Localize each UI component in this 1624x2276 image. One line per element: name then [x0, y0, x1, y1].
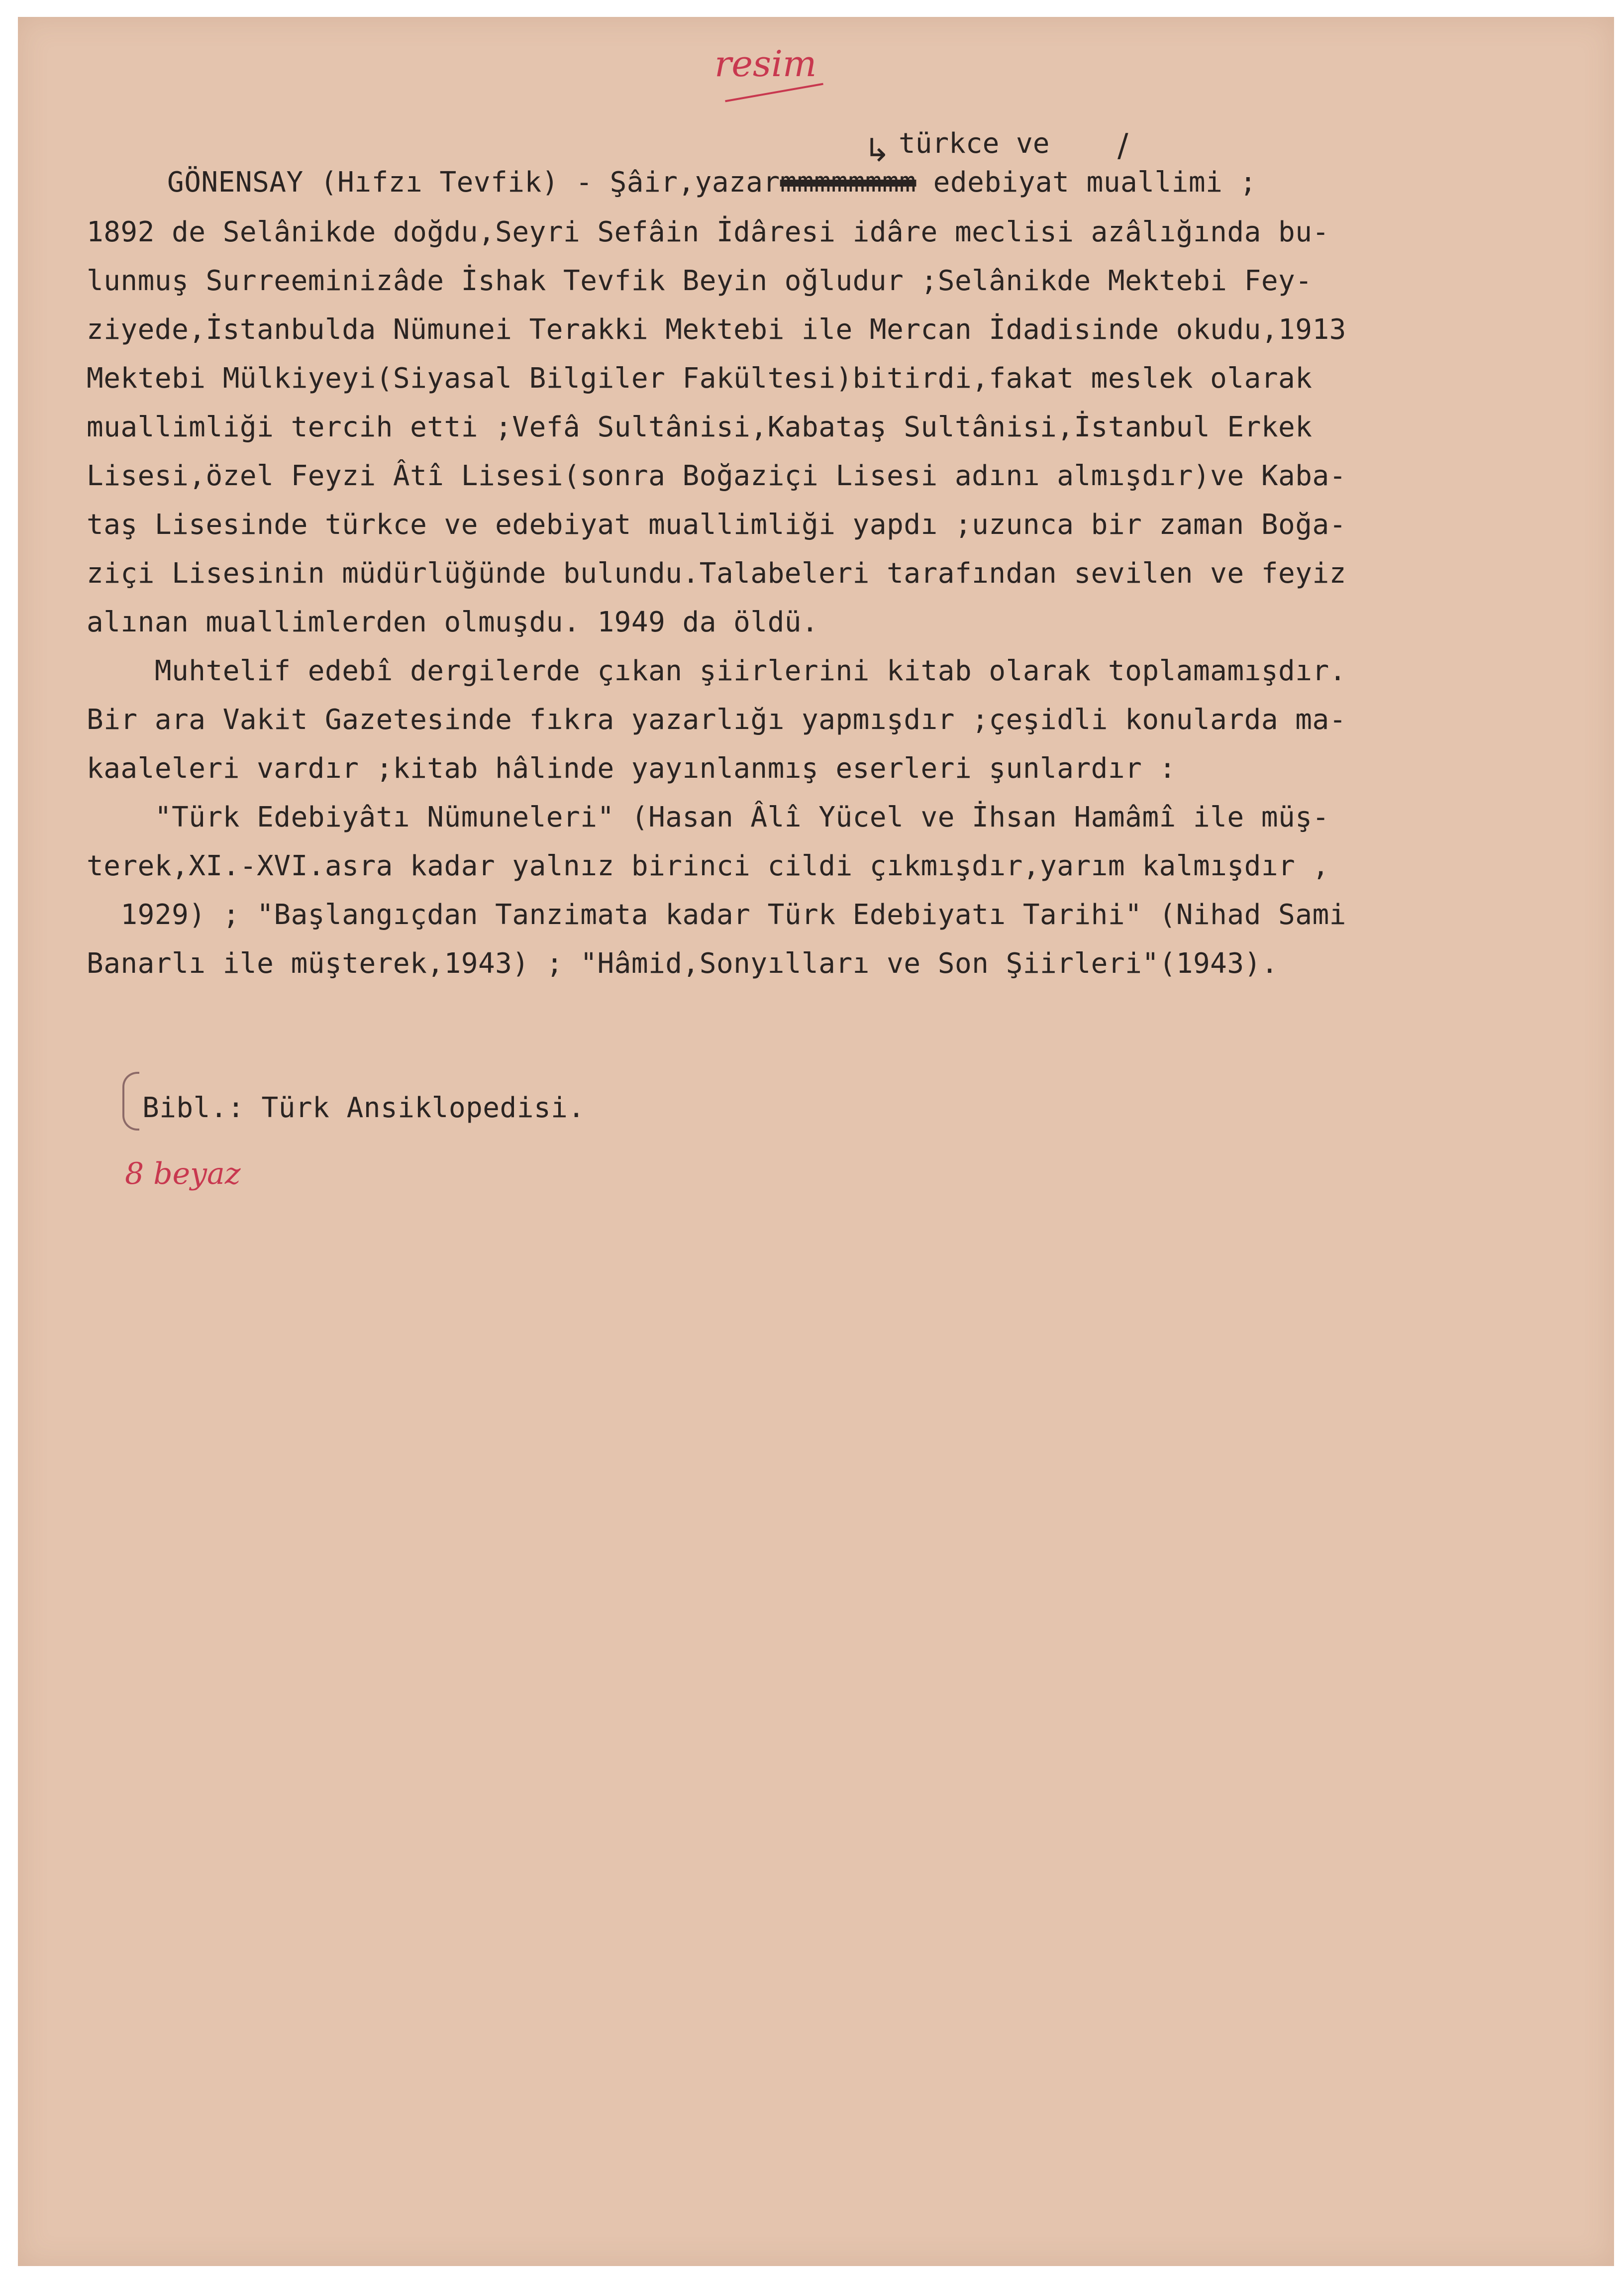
article-line-1 — [167, 166, 1257, 199]
struck-word: mmmmmmmm — [780, 166, 916, 199]
bibliography-bracket — [122, 1072, 139, 1131]
insertion-caret: ↳ — [864, 132, 891, 169]
article-line: Banarlı ile müşterek,1943) ; "Hâmid,Sonyılları ve Son Şiirleri"(1943). — [87, 947, 1279, 980]
article-line-1-tail: edebiyat muallimi ; — [933, 166, 1257, 199]
article-line: Mektebi Mülkiyeyi(Siyasal Bilgiler Fakültesi)bitirdi,fakat meslek olarak — [87, 362, 1313, 395]
article-line: taş Lisesinde türkce ve edebiyat muallimliği yapdı ;uzunca bir zaman Boğa- — [87, 509, 1346, 541]
article-line: kaaleleri vardır ;kitab hâlinde yayınlanmış eserleri şunlardır : — [87, 752, 1176, 785]
article-line: ziçi Lisesinin müdürlüğünde bulundu.Talabeleri tarafından sevilen ve feyiz — [87, 557, 1346, 590]
article-line: alınan muallimlerden olmuşdu. 1949 da öldü. — [87, 606, 819, 638]
paper-sheet — [18, 17, 1614, 2266]
article-line: "Türk Edebiyâtı Nümuneleri" (Hasan Âlî Yücel ve İhsan Hamâmî ile müş- — [87, 801, 1329, 833]
handwritten-note-top: resim — [714, 43, 817, 85]
article-line: terek,XI.-XVI.asra kadar yalnız birinci cildi çıkmışdır,yarım kalmışdır , — [87, 850, 1329, 882]
article-line: 1929) ; "Başlangıçdan Tanzimata kadar Türk Edebiyatı Tarihi" (Nihad Sami — [87, 899, 1346, 931]
insertion-slash: / — [1117, 127, 1128, 164]
typed-article — [18, 17, 1614, 2266]
article-line: lunmuş Surreeminizâde İshak Tevfik Beyin oğludur ;Selânikde Mektebi Fey- — [87, 265, 1313, 297]
article-line: muallimliği tercih etti ;Vefâ Sultânisi,Kabataş Sultânisi,İstanbul Erkek — [87, 411, 1313, 443]
article-heading: GÖNENSAY (Hıfzı Tevfik) - Şâir,yazar — [167, 166, 780, 199]
article-line: Lisesi,özel Feyzi Âtî Lisesi(sonra Boğaziçi Lisesi adını almışdır)ve Kaba- — [87, 460, 1346, 492]
article-line: Bir ara Vakit Gazetesinde fıkra yazarlığı yapmışdır ;çeşidli konularda ma- — [87, 704, 1346, 736]
bibliography: Bibl.: Türk Ansiklopedisi. — [142, 1092, 585, 1124]
article-line: Muhtelif edebî dergilerde çıkan şiirlerini kitab olarak toplamamışdır. — [87, 655, 1346, 687]
handwritten-note-bottom: 8 beyaz — [125, 1156, 241, 1191]
handwritten-insertion: türkce ve — [899, 127, 1050, 160]
article-line: 1892 de Selânikde doğdu,Seyri Sefâin İdâresi idâre meclisi azâlığında bu- — [87, 216, 1329, 248]
article-line: ziyede,İstanbulda Nümunei Terakki Mektebi ile Mercan İdadisinde okudu,1913 — [87, 313, 1346, 346]
